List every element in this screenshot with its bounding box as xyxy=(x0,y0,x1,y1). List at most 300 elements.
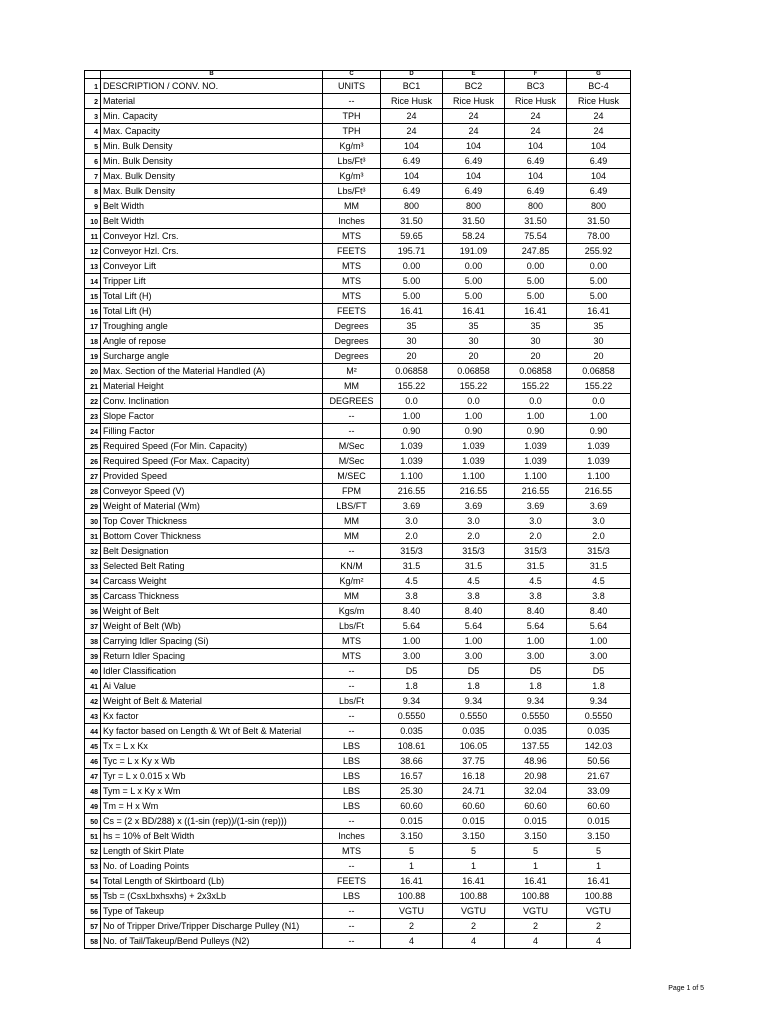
row-number: 47 xyxy=(85,769,101,784)
value-cell: 3.00 xyxy=(381,649,443,664)
row-number: 50 xyxy=(85,814,101,829)
value-cell: 155.22 xyxy=(505,379,567,394)
value-cell: 0.06858 xyxy=(505,364,567,379)
value-cell: 16.41 xyxy=(505,304,567,319)
row-number: 37 xyxy=(85,619,101,634)
value-cell: 1.00 xyxy=(443,409,505,424)
value-cell: 5.64 xyxy=(567,619,631,634)
value-cell: 0.0 xyxy=(443,394,505,409)
row-number: 26 xyxy=(85,454,101,469)
value-cell: 31.5 xyxy=(381,559,443,574)
table-row xyxy=(85,319,631,334)
value-cell: 16.57 xyxy=(381,769,443,784)
description-cell: Total Length of Skirtboard (Lb) xyxy=(101,874,323,889)
table-row xyxy=(85,184,631,199)
table-row xyxy=(85,484,631,499)
value-cell: 60.60 xyxy=(505,799,567,814)
value-cell: 4.5 xyxy=(381,574,443,589)
value-cell: 24 xyxy=(381,109,443,124)
value-cell: 3.8 xyxy=(567,589,631,604)
value-cell: 38.66 xyxy=(381,754,443,769)
row-number: 3 xyxy=(85,109,101,124)
description-cell: Slope Factor xyxy=(101,409,323,424)
units-cell: -- xyxy=(323,544,381,559)
value-cell: 16.41 xyxy=(381,304,443,319)
value-cell: 3.00 xyxy=(443,649,505,664)
value-cell: 0.035 xyxy=(567,724,631,739)
value-cell: 1 xyxy=(505,859,567,874)
description-cell: Total Lift (H) xyxy=(101,289,323,304)
units-cell: DEGREES xyxy=(323,394,381,409)
value-cell: 1.039 xyxy=(443,454,505,469)
value-cell: 24 xyxy=(505,124,567,139)
value-cell: 3.8 xyxy=(505,589,567,604)
description-cell: Carcass Thickness xyxy=(101,589,323,604)
row-number: 35 xyxy=(85,589,101,604)
column-header: G xyxy=(567,71,631,79)
spreadsheet-table xyxy=(84,70,631,949)
value-cell: 2 xyxy=(443,919,505,934)
value-cell: 800 xyxy=(381,199,443,214)
value-cell: 6.49 xyxy=(381,154,443,169)
value-cell: 8.40 xyxy=(443,604,505,619)
value-cell: 24 xyxy=(567,124,631,139)
table-row xyxy=(85,619,631,634)
value-cell: 1.8 xyxy=(567,679,631,694)
table-row xyxy=(85,349,631,364)
description-cell: No. of Loading Points xyxy=(101,859,323,874)
value-cell: 4.5 xyxy=(443,574,505,589)
description-cell: Max. Section of the Material Handled (A) xyxy=(101,364,323,379)
table-row xyxy=(85,919,631,934)
description-cell: Tyr = L x 0.015 x Wb xyxy=(101,769,323,784)
value-cell: 8.40 xyxy=(567,604,631,619)
value-cell: 5.64 xyxy=(443,619,505,634)
value-cell: 104 xyxy=(505,139,567,154)
value-cell: 5.00 xyxy=(443,274,505,289)
units-cell: -- xyxy=(323,94,381,109)
value-cell: 48.96 xyxy=(505,754,567,769)
units-cell: LBS xyxy=(323,754,381,769)
value-cell: 0.00 xyxy=(381,259,443,274)
table-row xyxy=(85,109,631,124)
units-cell: TPH xyxy=(323,109,381,124)
table-row xyxy=(85,214,631,229)
row-number: 30 xyxy=(85,514,101,529)
value-cell: 31.50 xyxy=(505,214,567,229)
units-cell: Degrees xyxy=(323,349,381,364)
value-cell: BC1 xyxy=(381,79,443,94)
table-row xyxy=(85,649,631,664)
description-cell: Total Lift (H) xyxy=(101,304,323,319)
value-cell: 59.65 xyxy=(381,229,443,244)
table-row xyxy=(85,139,631,154)
page-footer: Page 1 of 5 xyxy=(668,985,704,992)
value-cell: 0.90 xyxy=(381,424,443,439)
row-number: 52 xyxy=(85,844,101,859)
description-cell: Provided Speed xyxy=(101,469,323,484)
value-cell: 195.71 xyxy=(381,244,443,259)
description-cell: Tm = H x Wm xyxy=(101,799,323,814)
row-number: 23 xyxy=(85,409,101,424)
table-row xyxy=(85,289,631,304)
row-number: 45 xyxy=(85,739,101,754)
value-cell: 1 xyxy=(567,859,631,874)
value-cell: 30 xyxy=(567,334,631,349)
units-cell: MTS xyxy=(323,274,381,289)
description-cell: Conveyor Speed (V) xyxy=(101,484,323,499)
value-cell: 255.92 xyxy=(567,244,631,259)
value-cell: 5 xyxy=(443,844,505,859)
value-cell: 0.00 xyxy=(505,259,567,274)
row-number: 57 xyxy=(85,919,101,934)
column-header: D xyxy=(381,71,443,79)
description-cell: Carcass Weight xyxy=(101,574,323,589)
units-cell: LBS xyxy=(323,889,381,904)
value-cell: 9.34 xyxy=(381,694,443,709)
value-cell: 1.100 xyxy=(381,469,443,484)
value-cell: 1.039 xyxy=(505,454,567,469)
value-cell: 5.00 xyxy=(443,289,505,304)
value-cell: 32.04 xyxy=(505,784,567,799)
description-cell: Required Speed (For Min. Capacity) xyxy=(101,439,323,454)
row-number: 9 xyxy=(85,199,101,214)
value-cell: 4.5 xyxy=(567,574,631,589)
value-cell: 20 xyxy=(443,349,505,364)
value-cell: 3.00 xyxy=(505,649,567,664)
description-cell: Weight of Belt (Wb) xyxy=(101,619,323,634)
value-cell: 31.5 xyxy=(567,559,631,574)
value-cell: 35 xyxy=(443,319,505,334)
units-cell: Lbs/Ft xyxy=(323,694,381,709)
table-row xyxy=(85,469,631,484)
row-number: 48 xyxy=(85,784,101,799)
value-cell: 0.015 xyxy=(505,814,567,829)
value-cell: 1.8 xyxy=(505,679,567,694)
value-cell: 60.60 xyxy=(443,799,505,814)
value-cell: 1.100 xyxy=(567,469,631,484)
value-cell: 2.0 xyxy=(505,529,567,544)
units-cell: -- xyxy=(323,919,381,934)
value-cell: 104 xyxy=(567,139,631,154)
value-cell: 104 xyxy=(381,139,443,154)
row-number: 32 xyxy=(85,544,101,559)
value-cell: 35 xyxy=(381,319,443,334)
description-cell: Surcharge angle xyxy=(101,349,323,364)
units-cell: MTS xyxy=(323,289,381,304)
row-number: 53 xyxy=(85,859,101,874)
row-number: 29 xyxy=(85,499,101,514)
units-cell: FEETS xyxy=(323,244,381,259)
description-cell: No of Tripper Drive/Tripper Discharge Pulley (N1) xyxy=(101,919,323,934)
table-row xyxy=(85,439,631,454)
table-row xyxy=(85,79,631,94)
row-number: 11 xyxy=(85,229,101,244)
value-cell: 0.06858 xyxy=(443,364,505,379)
row-number: 38 xyxy=(85,634,101,649)
value-cell: 3.00 xyxy=(567,649,631,664)
value-cell: 0.0 xyxy=(505,394,567,409)
units-cell: MM xyxy=(323,529,381,544)
value-cell: BC3 xyxy=(505,79,567,94)
units-cell: M/Sec xyxy=(323,439,381,454)
value-cell: 1.039 xyxy=(381,439,443,454)
description-cell: Filling Factor xyxy=(101,424,323,439)
value-cell: 1.039 xyxy=(567,454,631,469)
value-cell: Rice Husk xyxy=(505,94,567,109)
row-number: 2 xyxy=(85,94,101,109)
value-cell: 5 xyxy=(505,844,567,859)
value-cell: 4.5 xyxy=(505,574,567,589)
row-number: 41 xyxy=(85,679,101,694)
value-cell: 104 xyxy=(381,169,443,184)
value-cell: 16.41 xyxy=(381,874,443,889)
table-row xyxy=(85,859,631,874)
value-cell: 3.0 xyxy=(381,514,443,529)
value-cell: 75.54 xyxy=(505,229,567,244)
description-cell: Max. Bulk Density xyxy=(101,184,323,199)
value-cell: 30 xyxy=(381,334,443,349)
value-cell: 108.61 xyxy=(381,739,443,754)
units-cell: MM xyxy=(323,589,381,604)
units-cell: KN/M xyxy=(323,559,381,574)
units-cell: TPH xyxy=(323,124,381,139)
table-row xyxy=(85,844,631,859)
value-cell: 0.035 xyxy=(505,724,567,739)
value-cell: 2 xyxy=(381,919,443,934)
row-number: 10 xyxy=(85,214,101,229)
value-cell: VGTU xyxy=(443,904,505,919)
value-cell: 315/3 xyxy=(381,544,443,559)
table-row xyxy=(85,574,631,589)
value-cell: 5.00 xyxy=(567,289,631,304)
value-cell: 31.50 xyxy=(381,214,443,229)
value-cell: 24 xyxy=(443,109,505,124)
column-header: E xyxy=(443,71,505,79)
description-cell: Material xyxy=(101,94,323,109)
value-cell: 1.00 xyxy=(567,409,631,424)
description-cell: Conveyor Lift xyxy=(101,259,323,274)
value-cell: 4 xyxy=(381,934,443,949)
value-cell: 3.8 xyxy=(443,589,505,604)
corner-cell xyxy=(85,71,101,79)
units-cell: Lbs/Ft xyxy=(323,619,381,634)
row-number: 55 xyxy=(85,889,101,904)
column-header-row xyxy=(85,71,631,79)
value-cell: 1.00 xyxy=(443,634,505,649)
table-row xyxy=(85,424,631,439)
value-cell: 0.06858 xyxy=(381,364,443,379)
value-cell: 35 xyxy=(505,319,567,334)
units-cell: LBS xyxy=(323,739,381,754)
description-cell: DESCRIPTION / CONV. NO. xyxy=(101,79,323,94)
value-cell: 3.0 xyxy=(567,514,631,529)
value-cell: VGTU xyxy=(505,904,567,919)
units-cell: Kg/m² xyxy=(323,574,381,589)
value-cell: 1.100 xyxy=(443,469,505,484)
row-number: 43 xyxy=(85,709,101,724)
value-cell: 2.0 xyxy=(381,529,443,544)
row-number: 51 xyxy=(85,829,101,844)
value-cell: 5.00 xyxy=(505,289,567,304)
row-number: 19 xyxy=(85,349,101,364)
value-cell: 0.90 xyxy=(505,424,567,439)
row-number: 18 xyxy=(85,334,101,349)
value-cell: 0.06858 xyxy=(567,364,631,379)
table-row xyxy=(85,874,631,889)
description-cell: Min. Bulk Density xyxy=(101,154,323,169)
table-row xyxy=(85,544,631,559)
table-row xyxy=(85,694,631,709)
units-cell: M/SEC xyxy=(323,469,381,484)
row-number: 33 xyxy=(85,559,101,574)
value-cell: 3.8 xyxy=(381,589,443,604)
value-cell: 0.00 xyxy=(443,259,505,274)
row-number: 14 xyxy=(85,274,101,289)
table-row xyxy=(85,904,631,919)
value-cell: 8.40 xyxy=(505,604,567,619)
value-cell: VGTU xyxy=(381,904,443,919)
row-number: 13 xyxy=(85,259,101,274)
row-number: 25 xyxy=(85,439,101,454)
value-cell: 6.49 xyxy=(505,154,567,169)
description-cell: Conveyor Hzl. Crs. xyxy=(101,229,323,244)
description-cell: Tsb = (CsxLbxhsxhs) + 2x3xLb xyxy=(101,889,323,904)
table-row xyxy=(85,769,631,784)
table-row xyxy=(85,739,631,754)
table-row xyxy=(85,154,631,169)
value-cell: 104 xyxy=(567,169,631,184)
value-cell: D5 xyxy=(505,664,567,679)
row-number: 6 xyxy=(85,154,101,169)
units-cell: Lbs/Ft³ xyxy=(323,154,381,169)
description-cell: hs = 10% of Belt Width xyxy=(101,829,323,844)
row-number: 27 xyxy=(85,469,101,484)
value-cell: 155.22 xyxy=(567,379,631,394)
value-cell: 31.5 xyxy=(505,559,567,574)
table-row xyxy=(85,634,631,649)
description-cell: Selected Belt Rating xyxy=(101,559,323,574)
row-number: 44 xyxy=(85,724,101,739)
value-cell: 1.8 xyxy=(381,679,443,694)
row-number: 22 xyxy=(85,394,101,409)
value-cell: 60.60 xyxy=(567,799,631,814)
units-cell: MTS xyxy=(323,844,381,859)
value-cell: 0.5550 xyxy=(381,709,443,724)
description-cell: Belt Width xyxy=(101,199,323,214)
table-row xyxy=(85,454,631,469)
units-cell: LBS xyxy=(323,784,381,799)
description-cell: Tripper Lift xyxy=(101,274,323,289)
value-cell: 1.039 xyxy=(567,439,631,454)
description-cell: Max. Capacity xyxy=(101,124,323,139)
value-cell: 50.56 xyxy=(567,754,631,769)
value-cell: 25.30 xyxy=(381,784,443,799)
row-number: 7 xyxy=(85,169,101,184)
units-cell: Kg/m³ xyxy=(323,169,381,184)
value-cell: 1 xyxy=(381,859,443,874)
value-cell: 2.0 xyxy=(567,529,631,544)
row-number: 28 xyxy=(85,484,101,499)
units-cell: UNITS xyxy=(323,79,381,94)
units-cell: -- xyxy=(323,724,381,739)
description-cell: Bottom Cover Thickness xyxy=(101,529,323,544)
value-cell: 2 xyxy=(505,919,567,934)
value-cell: 315/3 xyxy=(567,544,631,559)
value-cell: 30 xyxy=(443,334,505,349)
value-cell: 21.67 xyxy=(567,769,631,784)
value-cell: 0.015 xyxy=(567,814,631,829)
description-cell: Return Idler Spacing xyxy=(101,649,323,664)
value-cell: 155.22 xyxy=(381,379,443,394)
table-row xyxy=(85,244,631,259)
description-cell: Kx factor xyxy=(101,709,323,724)
value-cell: 1.039 xyxy=(381,454,443,469)
description-cell: Min. Bulk Density xyxy=(101,139,323,154)
value-cell: 3.150 xyxy=(567,829,631,844)
value-cell: 800 xyxy=(505,199,567,214)
value-cell: 3.150 xyxy=(381,829,443,844)
value-cell: 20 xyxy=(567,349,631,364)
value-cell: 1.039 xyxy=(443,439,505,454)
units-cell: Kg/m³ xyxy=(323,139,381,154)
row-number: 12 xyxy=(85,244,101,259)
description-cell: Idler Classification xyxy=(101,664,323,679)
value-cell: 137.55 xyxy=(505,739,567,754)
table-row xyxy=(85,499,631,514)
description-cell: Tym = L x Ky x Wm xyxy=(101,784,323,799)
value-cell: 16.18 xyxy=(443,769,505,784)
value-cell: 31.50 xyxy=(443,214,505,229)
units-cell: FEETS xyxy=(323,874,381,889)
value-cell: 142.03 xyxy=(567,739,631,754)
value-cell: 100.88 xyxy=(567,889,631,904)
table-row xyxy=(85,799,631,814)
table-row xyxy=(85,304,631,319)
value-cell: 16.41 xyxy=(443,304,505,319)
units-cell: MM xyxy=(323,379,381,394)
table-row xyxy=(85,589,631,604)
row-number: 56 xyxy=(85,904,101,919)
units-cell: MM xyxy=(323,514,381,529)
column-header: C xyxy=(323,71,381,79)
units-cell: MTS xyxy=(323,634,381,649)
value-cell: 191.09 xyxy=(443,244,505,259)
table-row xyxy=(85,679,631,694)
value-cell: Rice Husk xyxy=(567,94,631,109)
description-cell: Belt Designation xyxy=(101,544,323,559)
table-row xyxy=(85,94,631,109)
value-cell: 1.00 xyxy=(567,634,631,649)
value-cell: 16.41 xyxy=(505,874,567,889)
table-row xyxy=(85,409,631,424)
description-cell: Troughing angle xyxy=(101,319,323,334)
value-cell: 6.49 xyxy=(567,184,631,199)
description-cell: Weight of Belt & Material xyxy=(101,694,323,709)
row-number: 39 xyxy=(85,649,101,664)
value-cell: 0.015 xyxy=(381,814,443,829)
value-cell: 0.00 xyxy=(567,259,631,274)
value-cell: 3.69 xyxy=(381,499,443,514)
value-cell: Rice Husk xyxy=(381,94,443,109)
table-row xyxy=(85,814,631,829)
value-cell: 104 xyxy=(443,139,505,154)
row-number: 8 xyxy=(85,184,101,199)
value-cell: 5 xyxy=(567,844,631,859)
table-row xyxy=(85,394,631,409)
description-cell: Weight of Belt xyxy=(101,604,323,619)
units-cell: M² xyxy=(323,364,381,379)
